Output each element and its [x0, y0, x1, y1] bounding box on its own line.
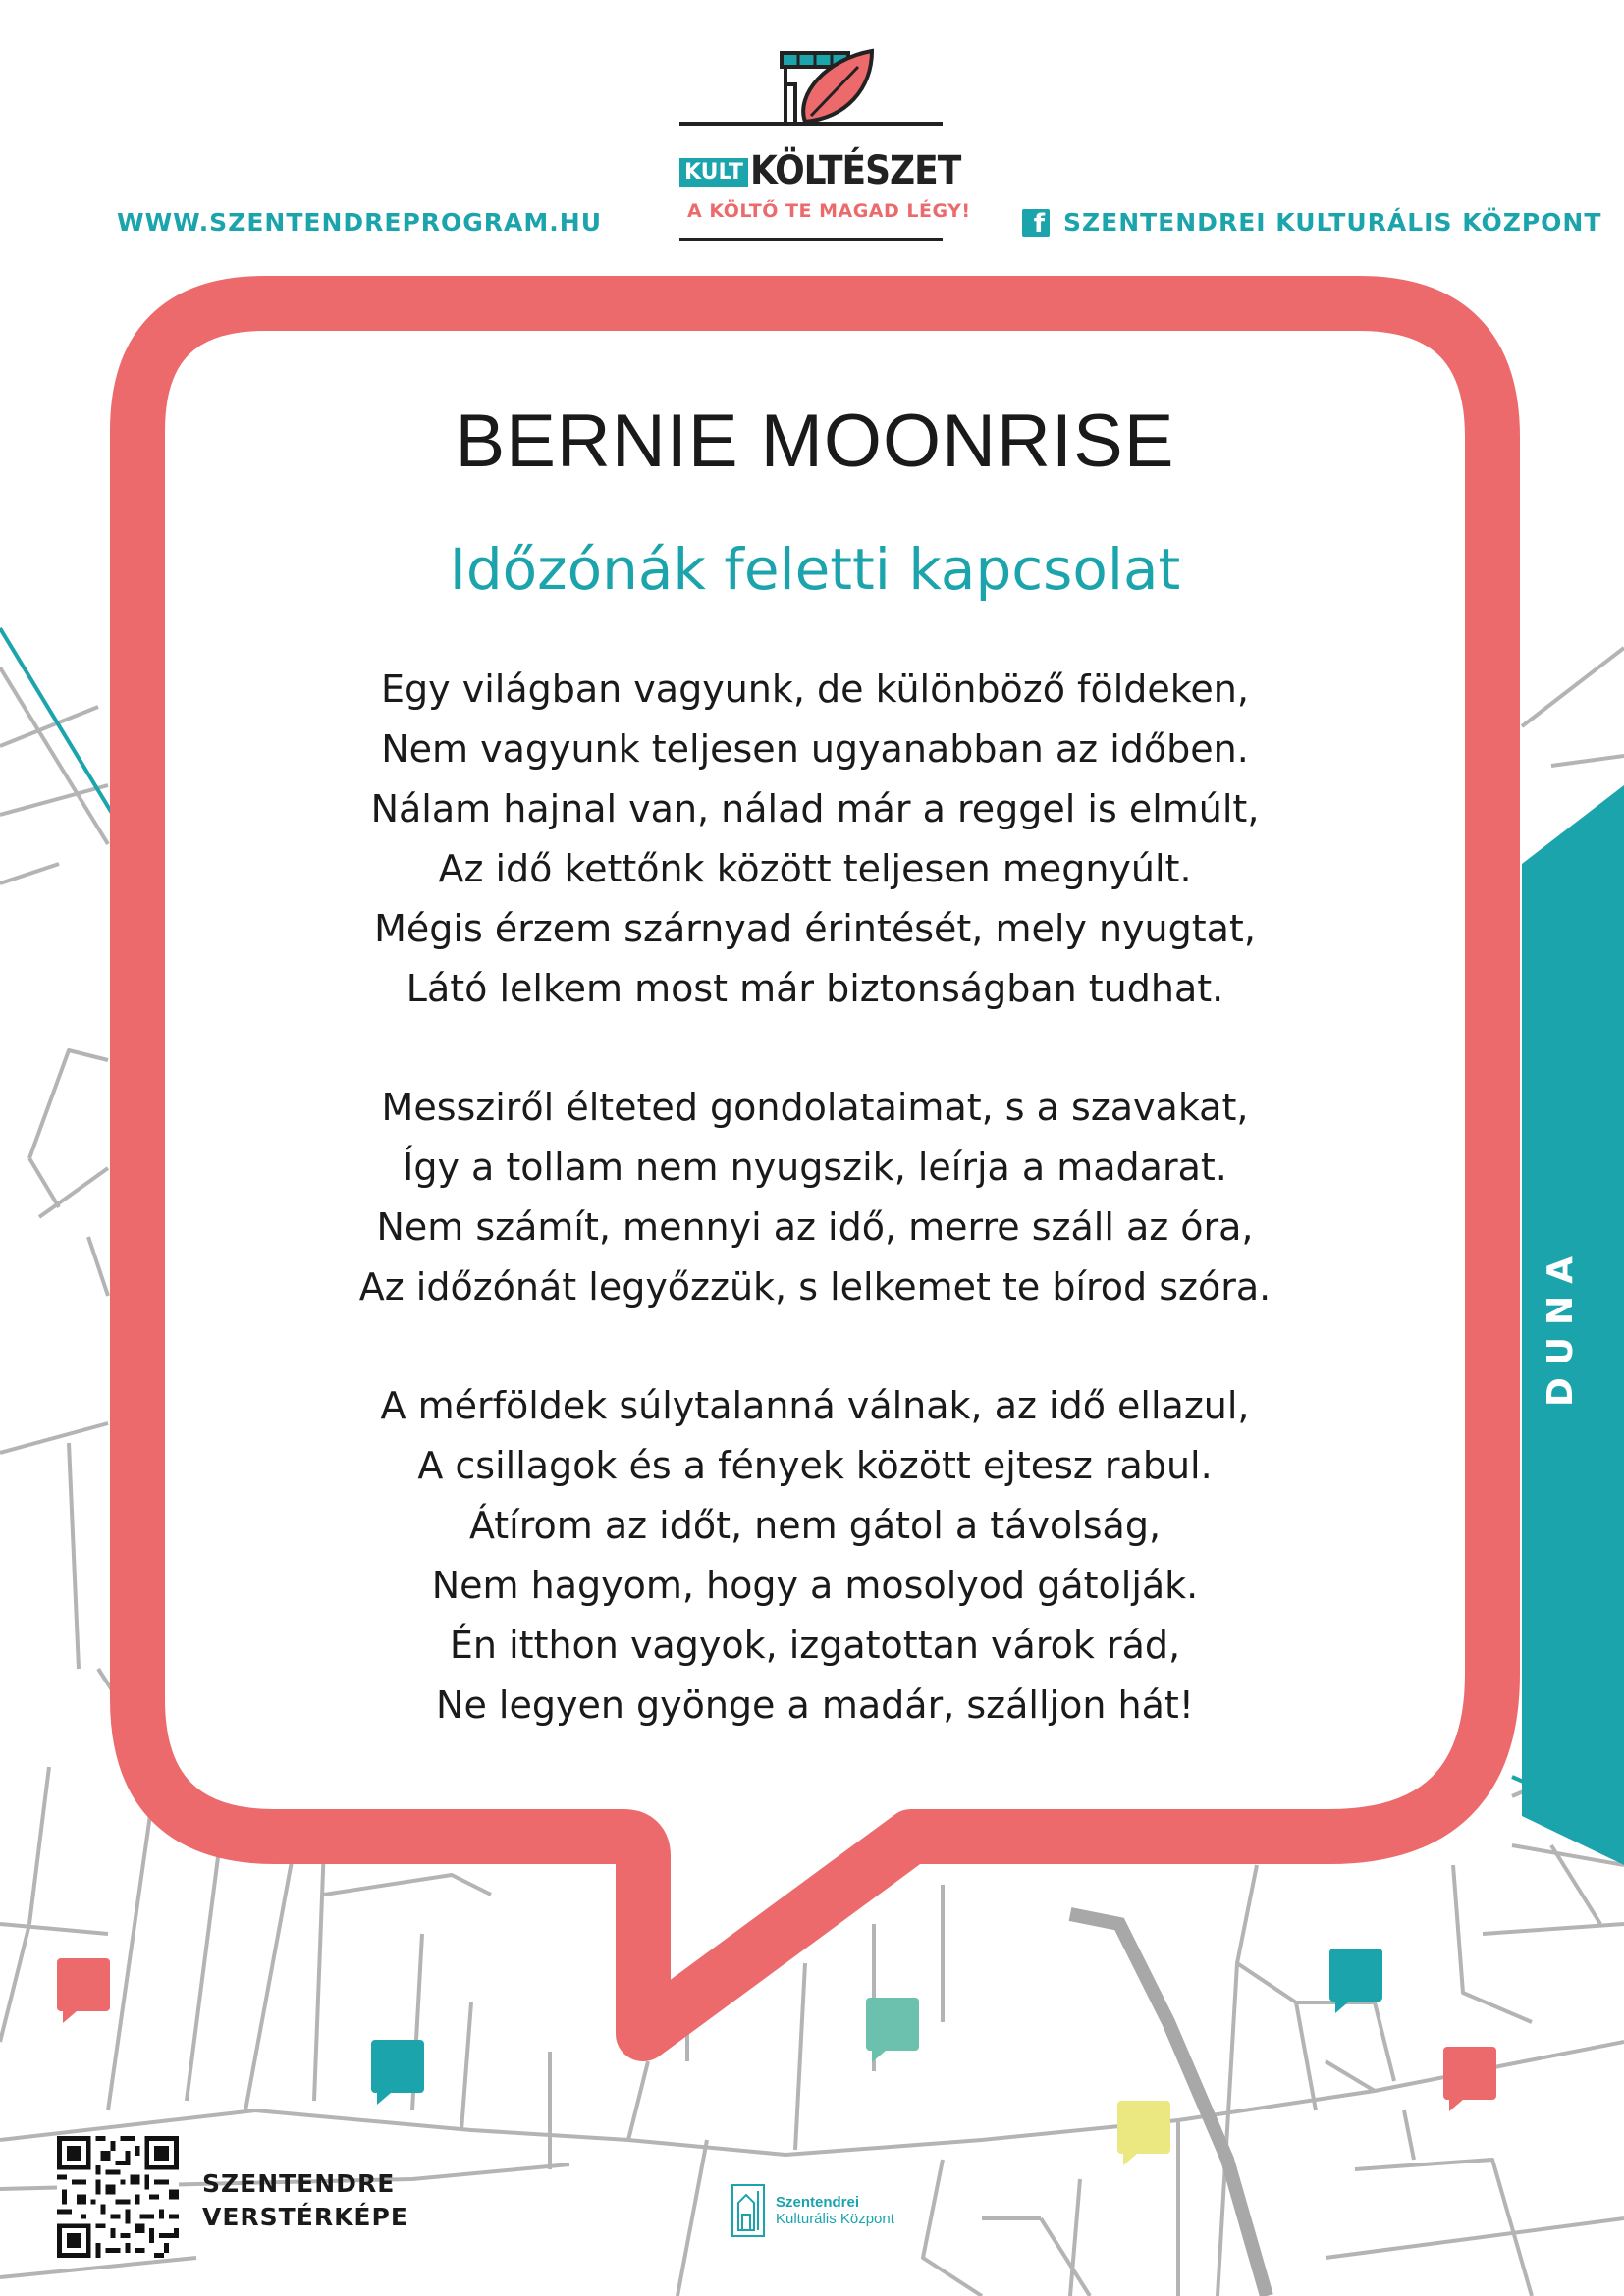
poem-line: Ne legyen gyönge a madár, szálljon hát!	[436, 1683, 1194, 1727]
logo-wordmark: KÖLTÉSZET	[750, 148, 961, 193]
poem-line: Nálam hajnal van, nálad már a reggel is elmúlt,	[370, 787, 1260, 830]
poem-author: BERNIE MOONRISE	[455, 400, 1175, 483]
poem-line: A csillagok és a fények között ejtesz rabul.	[417, 1444, 1213, 1487]
cultural-center-icon	[731, 2181, 768, 2240]
poem-line: Egy világban vagyunk, de különböző földeken,	[381, 667, 1249, 711]
verse-map-label	[202, 2167, 408, 2234]
poem-line: Látó lelkem most már biztonságban tudhat.	[406, 967, 1224, 1010]
cultural-center-logo	[731, 2181, 894, 2240]
poem-title: Időzónák feletti kapcsolat	[449, 536, 1181, 603]
facebook-label: SZENTENDREI KULTURÁLIS KÖZPONT	[1063, 208, 1602, 237]
poem-line: Mégis érzem szárnyad érintését, mely nyugtat,	[374, 907, 1256, 950]
cultural-center-name: Szentendrei	[776, 2194, 860, 2211]
poem-stanzas	[167, 660, 1463, 1735]
poem-line: Messziről élteted gondolataimat, s a szavakat,	[381, 1086, 1249, 1129]
facebook-icon: f	[1022, 209, 1050, 237]
river-label-text: DUNA	[1541, 1244, 1582, 1407]
qr-code[interactable]	[57, 2136, 179, 2258]
poem-line: Az időzónát legyőzzük, s lelkemet te bírod szóra.	[358, 1265, 1272, 1308]
poem-line: A mérföldek súlytalanná válnak, az idő ellazul,	[380, 1384, 1250, 1427]
poem	[167, 393, 1463, 1794]
stanza-2	[167, 1078, 1463, 1317]
verse-map-label-line2: VERSTÉRKÉPE	[202, 2203, 408, 2231]
poem-line: Így a tollam nem nyugszik, leírja a madarat.	[403, 1146, 1227, 1189]
poem-line: Nem hagyom, hogy a mosolyod gátolják.	[431, 1564, 1199, 1607]
website-link[interactable]: WWW.SZENTENDREPROGRAM.HU	[117, 208, 602, 237]
river-label	[1532, 1227, 1591, 1423]
poem-line: Én itthon vagyok, izgatottan várok rád,	[449, 1624, 1181, 1667]
poem-line: Átírom az időt, nem gátol a távolság,	[468, 1504, 1162, 1547]
poem-line: Nem vagyunk teljesen ugyanabban az időben.	[381, 727, 1249, 771]
stanza-3	[167, 1376, 1463, 1735]
poem-line: Az idő kettőnk között teljesen megnyúlt.	[438, 847, 1192, 890]
logo-tagline: A KÖLTŐ TE MAGAD LÉGY!	[687, 200, 971, 222]
logo-kult-badge: KULT	[679, 158, 748, 187]
stanza-1	[167, 660, 1463, 1019]
poem-line: Nem számít, mennyi az idő, merre száll az óra,	[376, 1205, 1254, 1249]
verse-map-label-line1: SZENTENDRE	[202, 2169, 396, 2198]
cultural-center-subtitle: Kulturális Központ	[776, 2211, 894, 2227]
